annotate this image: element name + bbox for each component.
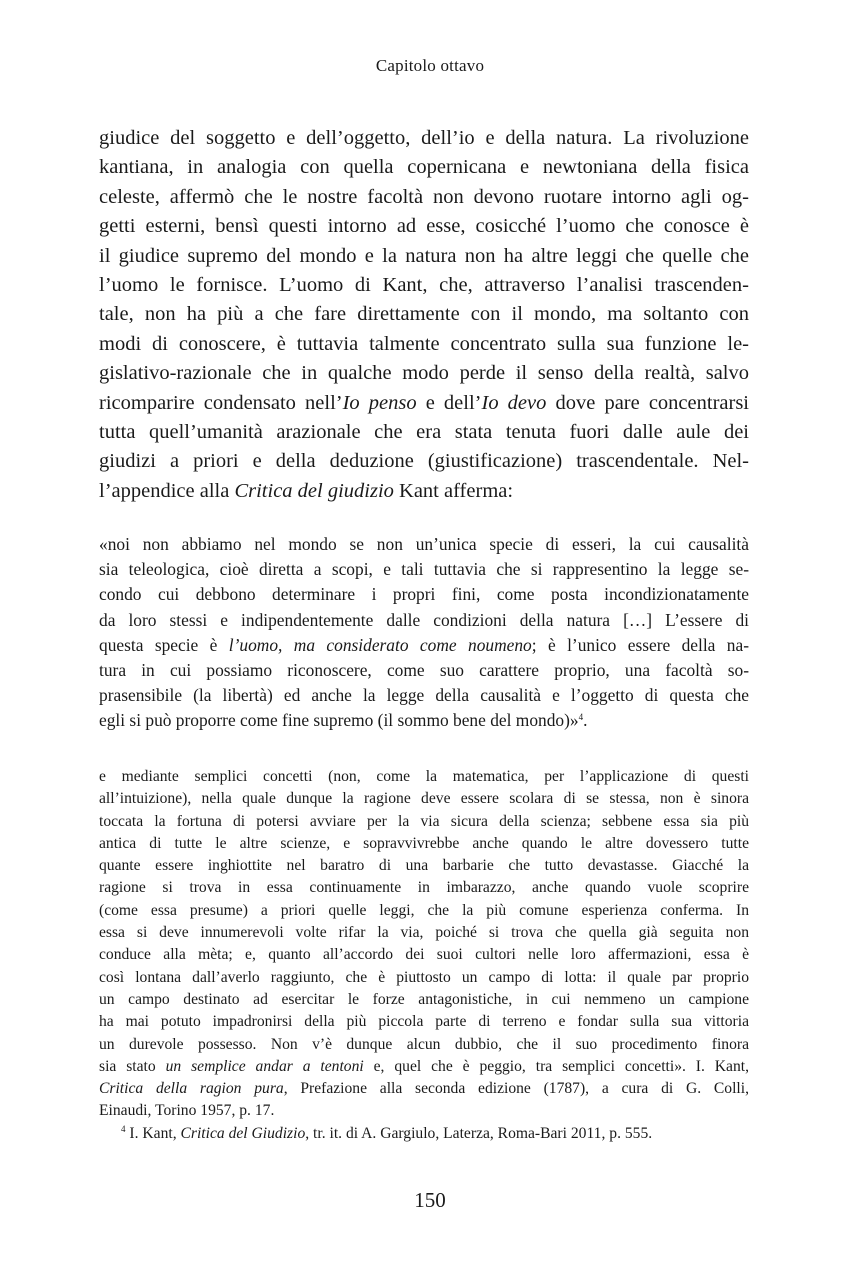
text-run: egli si può proporre come fine supremo (il sommo bene del mondo)» — [99, 710, 579, 731]
footnote-line: (come essa presume) a priori quelle leggi, che la più comune esperienza conferma. In — [99, 901, 749, 919]
italic-phrase: un semplice andar a tentoni — [165, 1057, 364, 1075]
footnotes — [99, 766, 749, 1145]
book-title: Critica del Giudizio — [180, 1124, 306, 1142]
italic-phrase: l’uomo, ma considerato come noumeno — [228, 634, 532, 655]
footnote-line: conduce alla mèta; e, quanto all’accordo dei suoi cultori nelle loro affermazioni, essa è — [99, 946, 749, 964]
footnote-line: ha mai potuto impadronirsi della più piccola parte di terreno e fondar sulla sua vittoria — [99, 1013, 749, 1031]
text-line: kantiana, in analogia con quella copernicana e newtoniana della fisica — [99, 156, 749, 179]
text-run: questa specie è — [99, 634, 229, 655]
footnote-line: essa si deve innumerevoli volte rifar la via, poiché si trova che quella già seguita non — [99, 924, 749, 942]
quote-line: prasensibile (la libertà) ed anche la legge della causalità e l’oggetto di questa che — [99, 685, 749, 706]
text-run: ricomparire condensato nell’ — [99, 391, 343, 414]
book-title: Critica del giudizio — [234, 479, 394, 502]
text-line: tutta quell’umanità arazionale che era stata tenuta fuori dalle aule dei — [99, 420, 749, 443]
text-line: tale, non ha più a che fare direttamente con il mondo, ma soltanto con — [99, 303, 749, 326]
footnote-line: toccata la fortuna di potersi avviare per la via sicura della scienza; sebbene essa sia più — [99, 812, 749, 830]
quote-line: sia teleologica, cioè diretta a scopi, e tali tuttavia che si rappresentino la legge se- — [99, 559, 749, 580]
footnote-line: un campo destinato ad esercitar le forze antagonistiche, in cui nemmeno un campione — [99, 990, 749, 1008]
footnote-line: quante essere inghiottite nel baratro di una barbarie che tutto devastasse. Giacché la — [99, 857, 749, 875]
text-line: gislativo-razionale che in qualche modo perde il senso della realtà, salvo — [99, 362, 749, 385]
text-line: giudizi a priori e della deduzione (giustificazione) trascendentale. Nel- — [99, 450, 749, 473]
running-header: Capitolo ottavo — [375, 56, 485, 75]
footnote-4 — [99, 1123, 749, 1145]
text-run: e, quel che è peggio, tra semplici concetti». I. Kant, — [363, 1057, 749, 1075]
body-paragraph — [99, 124, 749, 506]
quote-line — [99, 633, 749, 658]
footnote-line: ragione si trova in essa continuamente in imbarazzo, anche quando vuole scoprire — [99, 879, 749, 897]
footnote-number: 4 — [121, 1123, 126, 1134]
text-run: , tr. it. di A. Gargiulo, Laterza, Roma-Bari 2011, p. 555. — [305, 1124, 653, 1142]
text-line: il giudice supremo del mondo e la natura non ha altre leggi che quelle che — [99, 244, 749, 267]
footnote-line — [99, 1078, 749, 1100]
text-line: giudice del soggetto e dell’oggetto, dell’io e della natura. La rivoluzione — [99, 127, 749, 149]
quote-line: «noi non abbiamo nel mondo se non un’unica specie di esseri, la cui causalità — [99, 534, 749, 554]
footnote-line: all’intuizione), nella quale dunque la ragione deve essere scolara di se stessa, non è sinora — [99, 790, 749, 808]
text-line: modi di conoscere, è tuttavia talmente concentrato sulla sua funzione le- — [99, 332, 749, 355]
footnote-line: così lontana dall’averlo raggiunto, che è piuttosto un campo di lotta: il quale par proprio — [99, 968, 749, 986]
text-line: getti esterni, bensì questi intorno ad esse, cosicché l’uomo che conosce è — [99, 215, 749, 238]
text-run: I. Kant, — [125, 1124, 181, 1142]
text-run: Kant afferma: — [393, 479, 514, 502]
text-run: dove pare concentrarsi — [546, 391, 749, 414]
footnote-ref[interactable]: 4 — [578, 712, 584, 723]
quote-line: condo cui debbono determinare i propri fini, come posta incondizionatamente — [99, 584, 749, 605]
footnote-line: Einaudi, Torino 1957, p. 17. — [99, 1102, 275, 1120]
text-run: l’appendice alla — [99, 479, 235, 502]
page-number: 150 — [414, 1188, 446, 1212]
italic-term: Io penso — [342, 391, 417, 414]
quote-line: tura in cui possiamo riconoscere, come suo carattere proprio, una facoltà so- — [99, 659, 749, 680]
text-line: l’uomo le fornisce. L’uomo di Kant, che, attraverso l’analisi trascenden- — [99, 273, 749, 296]
footnote-line — [99, 1056, 749, 1078]
text-line: celeste, affermò che le nostre facoltà non devono ruotare intorno agli og- — [99, 185, 749, 208]
block-quote — [99, 532, 749, 734]
text-line — [99, 477, 749, 506]
text-run: ; è l’unico essere della na- — [531, 634, 749, 655]
footnote-line: un durevole possesso. Non v’è dunque alcun dubbio, che il suo procedimento finora — [99, 1035, 749, 1053]
quote-line — [99, 708, 749, 733]
footnote-line: antica di tutte le altre scienze, e sopravvivrebbe anche quando le altre dovessero tutte — [99, 834, 749, 852]
footnote-line: e mediante semplici concetti (non, come la matematica, per l’applicazione di questi — [99, 768, 749, 785]
text-line — [99, 389, 749, 418]
italic-term: Io devo — [481, 391, 547, 414]
book-title: Critica della ragion pura — [99, 1080, 284, 1098]
quote-line: da loro stessi e indipendentemente dalle condizioni della natura […] L’essere di — [99, 609, 749, 630]
text-run: e dell’ — [416, 391, 482, 414]
text-run: , Prefazione alla seconda edizione (1787), a cura di G. Colli, — [283, 1080, 749, 1098]
text-run: sia stato — [99, 1057, 166, 1075]
text-run: . — [583, 710, 588, 731]
